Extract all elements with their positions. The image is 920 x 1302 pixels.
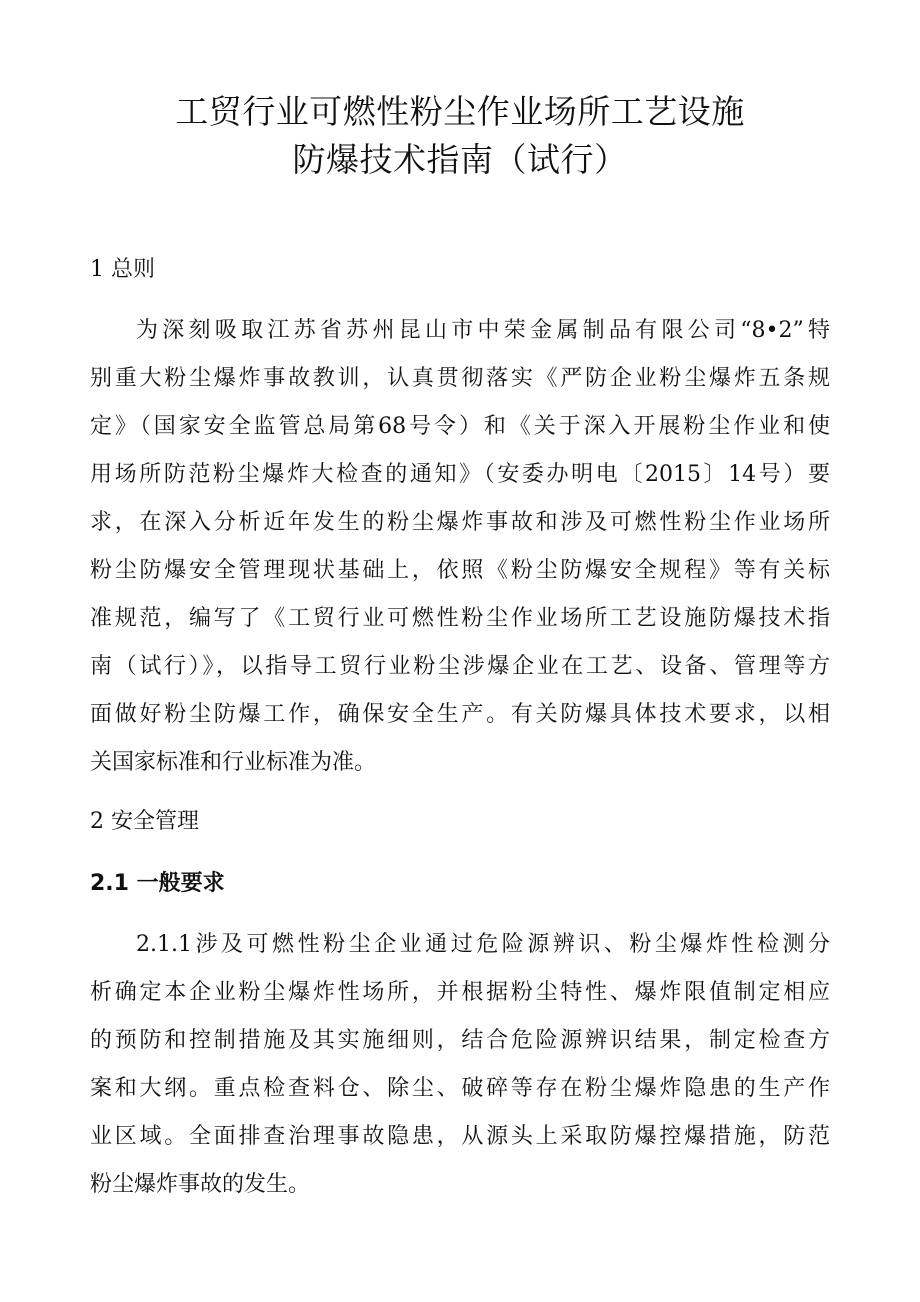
section-1-paragraph-line: 别重大粉尘爆炸事故教训，认真贯彻落实《严防企业粉尘爆炸五条规 [90, 366, 830, 391]
section-2-heading: 2 安全管理 [90, 809, 199, 834]
document-title-line-1: 工贸行业可燃性粉尘作业场所工艺设施 [175, 92, 745, 131]
section-1-paragraph-line: 为深刻吸取江苏省苏州昆山市中荣金属制品有限公司“8•2”特 [136, 318, 830, 343]
section-1-paragraph-line: 求，在深入分析近年发生的粉尘爆炸事故和涉及可燃性粉尘作业场所 [90, 510, 830, 535]
section-1-paragraph-line: 关国家标准和行业标准为准。 [90, 750, 377, 775]
section-2-1-heading: 2.1 一般要求 [90, 871, 225, 896]
section-1-paragraph-line: 定》（国家安全监管总局第68号令）和《关于深入开展粉尘作业和使 [90, 414, 830, 439]
document-title-line-2: 防爆技术指南（试行） [292, 140, 628, 179]
section-1-paragraph-line: 南（试行）》，以指导工贸行业粉尘涉爆企业在工艺、设备、管理等方 [90, 654, 830, 679]
section-1-paragraph-line: 准规范，编写了《工贸行业可燃性粉尘作业场所工艺设施防爆技术指 [90, 606, 830, 631]
section-1-paragraph-line: 用场所防范粉尘爆炸大检查的通知》（安委办明电〔2015〕14号）要 [90, 462, 830, 487]
section-2-1-1-paragraph-line: 粉尘爆炸事故的发生。 [90, 1172, 311, 1197]
section-1-paragraph-line: 面做好粉尘防爆工作，确保安全生产。有关防爆具体技术要求，以相 [90, 702, 830, 727]
section-2-1-1-paragraph-line: 的预防和控制措施及其实施细则，结合危险源辨识结果，制定检查方 [90, 1028, 830, 1053]
section-1-heading: 1 总则 [90, 257, 155, 282]
section-2-1-1-paragraph-line: 案和大纲。重点检查料仓、除尘、破碎等存在粉尘爆炸隐患的生产作 [90, 1076, 830, 1101]
section-1-paragraph-line: 粉尘防爆安全管理现状基础上，依照《粉尘防爆安全规程》等有关标 [90, 558, 830, 583]
section-2-1-1-paragraph-line: 2.1.1涉及可燃性粉尘企业通过危险源辨识、粉尘爆炸性检测分 [136, 932, 830, 957]
section-2-1-1-paragraph-line: 析确定本企业粉尘爆炸性场所，并根据粉尘特性、爆炸限值制定相应 [90, 980, 830, 1005]
section-2-1-1-paragraph-line: 业区域。全面排查治理事故隐患，从源头上采取防爆控爆措施，防范 [90, 1124, 830, 1149]
